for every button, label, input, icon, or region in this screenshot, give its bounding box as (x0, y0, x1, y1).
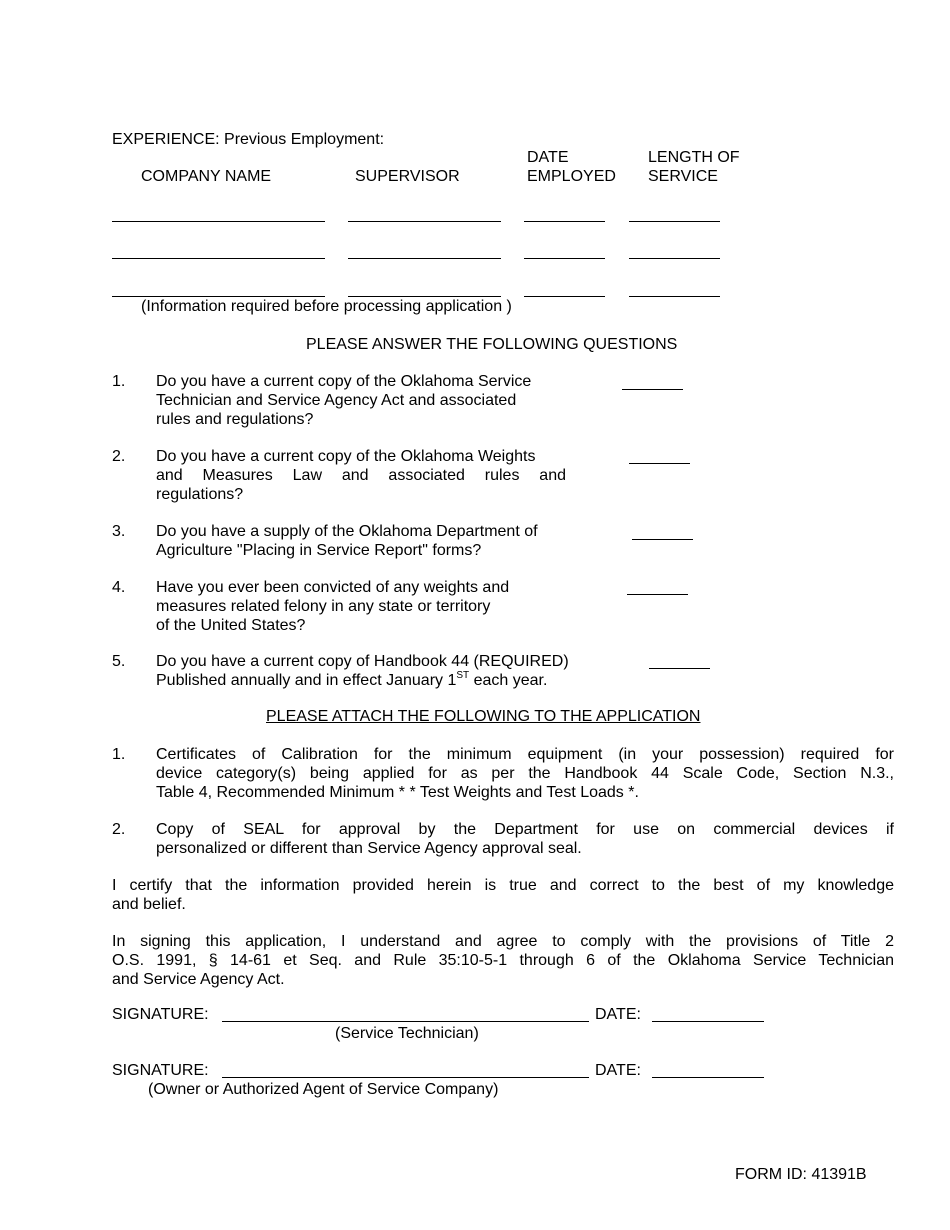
question-text-part: each year. (469, 672, 548, 689)
attach-line: device category(s) being applied for as per the Handbook 44 Scale Code, Section N.3., (156, 765, 894, 782)
question-line: Do you have a current copy of the Oklahoma Service (156, 373, 532, 390)
owner-date-field[interactable] (652, 1077, 764, 1078)
question-4-text (156, 578, 586, 635)
attach-2-number: 2. (112, 821, 126, 838)
question-3-text (156, 522, 606, 560)
attach-1-number: 1. (112, 746, 126, 763)
question-4-number: 4. (112, 579, 126, 596)
owner-signature-field[interactable] (222, 1077, 589, 1078)
question-line: Technician and Service Agency Act and associated (156, 392, 517, 409)
certify-paragraph (112, 876, 894, 914)
attach-line: personalized or different than Service Agency approval seal. (156, 840, 582, 857)
certify-line: and belief. (112, 896, 186, 913)
question-text-part: Published annually and in effect January 1 (156, 672, 457, 689)
question-5-answer-field[interactable] (649, 668, 710, 669)
supervisor-field-2[interactable] (348, 258, 501, 259)
question-2-answer-field[interactable] (629, 463, 690, 464)
question-line: rules and regulations? (156, 411, 314, 428)
col-length-label-1: LENGTH OF (648, 149, 740, 166)
attach-line: Certificates of Calibration for the minimum equipment (in your possession) required for (156, 746, 894, 763)
attach-line: Table 4, Recommended Minimum * * Test Weights and Test Loads *. (156, 784, 639, 801)
col-company-label: COMPANY NAME (141, 168, 272, 185)
question-1-text (156, 372, 594, 429)
attach-1-text (156, 745, 894, 802)
question-1-number: 1. (112, 373, 126, 390)
question-line: Have you ever been convicted of any weights and (156, 579, 510, 596)
company-name-field-1[interactable] (112, 221, 325, 222)
agreement-line: O.S. 1991, § 14-61 et Seq. and Rule 35:10-5-1 through 6 of the Oklahoma Service Technician (112, 952, 894, 969)
question-line: Agriculture "Placing in Service Report" forms? (156, 542, 482, 559)
owner-caption: (Owner or Authorized Agent of Service Company) (148, 1081, 499, 1098)
length-of-service-field-1[interactable] (629, 221, 720, 222)
date-employed-field-1[interactable] (524, 221, 605, 222)
col-date-label-1: DATE (527, 149, 569, 166)
question-5-text (156, 652, 636, 690)
col-supervisor-label: SUPERVISOR (355, 168, 460, 185)
information-required-note: (Information required before processing application ) (141, 298, 512, 315)
company-name-field-2[interactable] (112, 258, 325, 259)
attach-heading: PLEASE ATTACH THE FOLLOWING TO THE APPLICATION (266, 708, 701, 725)
superscript-st: ST (456, 670, 470, 681)
supervisor-field-1[interactable] (348, 221, 501, 222)
technician-caption: (Service Technician) (335, 1025, 479, 1042)
question-1-answer-field[interactable] (622, 389, 683, 390)
question-3-number: 3. (112, 523, 126, 540)
experience-heading: EXPERIENCE: Previous Employment: (112, 131, 385, 148)
question-2-number: 2. (112, 448, 126, 465)
certify-line: I certify that the information provided herein is true and correct to the best of my knowledge (112, 877, 894, 894)
questions-heading: PLEASE ANSWER THE FOLLOWING QUESTIONS (306, 336, 678, 353)
col-length-label-2: SERVICE (648, 168, 718, 185)
date-label-owner: DATE: (595, 1062, 641, 1079)
length-of-service-field-2[interactable] (629, 258, 720, 259)
question-line: Do you have a supply of the Oklahoma Department of (156, 523, 538, 540)
question-3-answer-field[interactable] (632, 539, 693, 540)
question-5-number: 5. (112, 653, 126, 670)
attach-line: Copy of SEAL for approval by the Department for use on commercial devices if (156, 821, 894, 838)
agreement-line: In signing this application, I understand and agree to comply with the provisions of Title 2 (112, 933, 894, 950)
question-4-answer-field[interactable] (627, 594, 688, 595)
question-line: regulations? (156, 486, 244, 503)
technician-date-field[interactable] (652, 1021, 764, 1022)
question-line: measures related felony in any state or territory (156, 598, 491, 615)
col-date-label-2: EMPLOYED (527, 168, 616, 185)
signature-label-technician: SIGNATURE: (112, 1006, 209, 1023)
form-id: FORM ID: 41391B (735, 1166, 867, 1183)
question-line (156, 671, 636, 690)
length-of-service-field-3[interactable] (629, 296, 720, 297)
question-line: Do you have a current copy of the Oklahoma Weights (156, 448, 536, 465)
technician-signature-field[interactable] (222, 1021, 589, 1022)
agreement-paragraph (112, 932, 894, 989)
question-2-text (156, 447, 600, 504)
date-label-technician: DATE: (595, 1006, 641, 1023)
date-employed-field-3[interactable] (524, 296, 605, 297)
question-line: Do you have a current copy of Handbook 44 (REQUIRED) (156, 653, 569, 670)
agreement-line: and Service Agency Act. (112, 971, 285, 988)
signature-label-owner: SIGNATURE: (112, 1062, 209, 1079)
question-line: of the United States? (156, 617, 306, 634)
question-line: and Measures Law and associated rules and (156, 467, 566, 484)
date-employed-field-2[interactable] (524, 258, 605, 259)
attach-2-text (156, 820, 894, 858)
